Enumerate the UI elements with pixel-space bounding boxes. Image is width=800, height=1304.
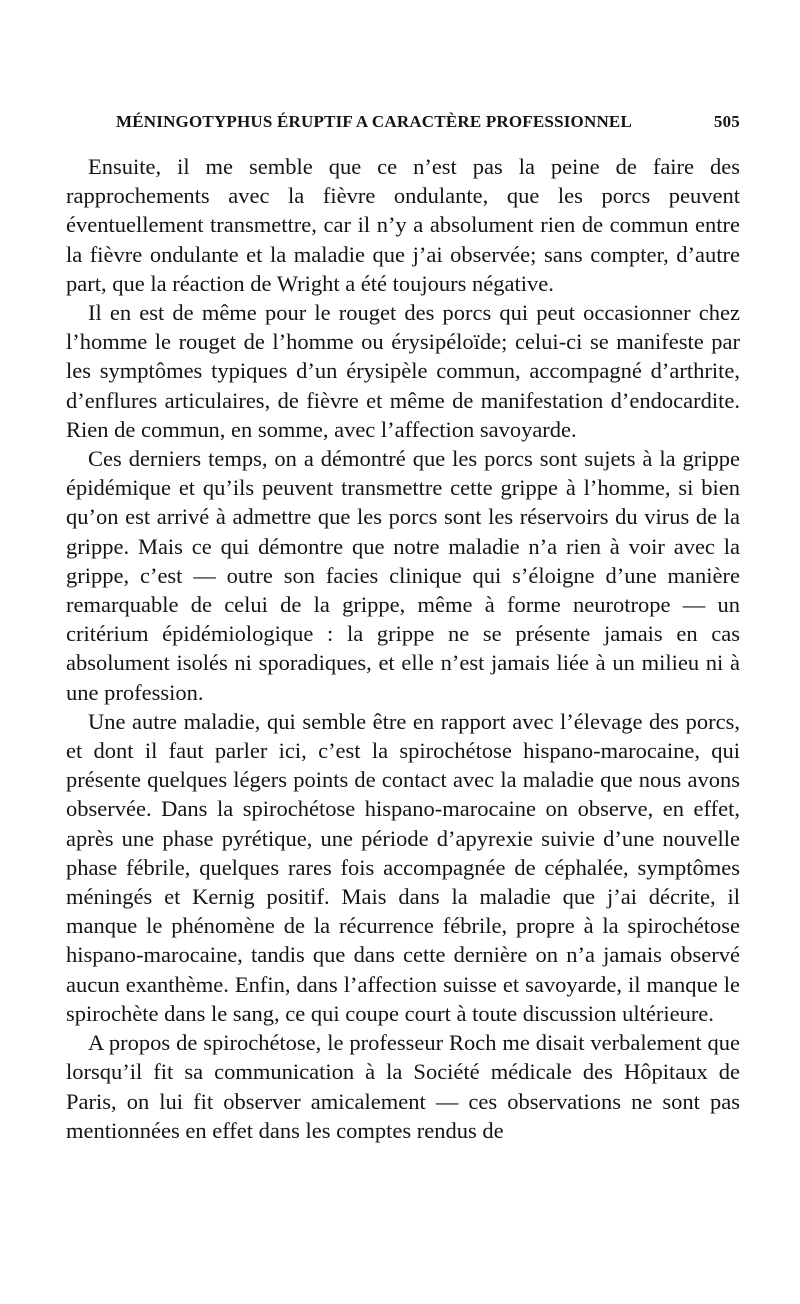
paragraph-rouget-des-porcs: Il en est de même pour le rouget des porcs qui peut occasionner chez l’homme le rouget de l’homme ou érysipéloïde; celui-ci se manifeste par les symptômes typiques d’un érysipèle commun, accompagné d’arthrite, d’enflures articulaires, de fièvre et même de manifestation d’endocardite. Rien de commun, en somme, avec l’affection savoyarde. <box>66 300 740 442</box>
page-number: 505 <box>713 112 740 131</box>
running-title: MÉNINGOTYPHUS ÉRUPTIF A CARACTÈRE PROFESSIONNEL <box>116 112 633 131</box>
running-head <box>116 112 740 152</box>
book-page <box>66 112 740 1145</box>
paragraph-spirochetose: Une autre maladie, qui semble être en rapport avec l’élevage des porcs, et dont il faut parler ici, c’est la spirochétose hispano-marocaine, qui présente quelques légers points de contact avec la maladie que nous avons observée. Dans la spirochétose hispano-marocaine on observe, en effet, après une phase pyrétique, une période d’apyrexie suivie d’une nouvelle phase fébrile, quelques rares fois accompagnée de céphalée, symptômes méningés et Kernig positif. Mais dans la maladie que j’ai décrite, il manque le phénomène de la récurrence fébrile, propre à la spirochétose hispano-marocaine, tandis que dans cette dernière on n’a jamais observé aucun exanthème. Enfin, dans l’affection suisse et savoyarde, il manque le spirochète dans le sang, ce qui coupe court à toute discussion ultérieure. <box>66 708 740 1026</box>
paragraph-professeur-roch: A propos de spirochétose, le professeur Roch me disait verbalement que lorsqu’il fit sa communication à la Société médicale des Hôpitaux de Paris, on lui fit observer amicalement — ces observations ne sont pas mentionnées en effet dans les comptes rendus de <box>66 1030 740 1143</box>
body-text <box>66 152 740 1145</box>
paragraph-fievre-ondulante: Ensuite, il me semble que ce n’est pas la peine de faire des rapprochements avec la fièvre ondulante, que les porcs peuvent éventuellement transmettre, car il n’y a absolument rien de commun entre la fièvre ondulante et la maladie que j’ai observée; sans compter, d’autre part, que la réaction de Wright a été toujours négative. <box>66 154 740 296</box>
paragraph-grippe: Ces derniers temps, on a démontré que les porcs sont sujets à la grippe épidémique et qu’ils peuvent transmettre cette grippe à l’homme, si bien qu’on est arrivé à admettre que les porcs sont les réservoirs du virus de la grippe. Mais ce qui démontre que notre maladie n’a rien à voir avec la grippe, c’est — outre son facies clinique qui s’éloigne d’une manière remarquable de celui de la grippe, même à forme neurotrope — un critérium épidémiologique : la grippe ne se présente jamais en cas absolument isolés ni sporadiques, et elle n’est jamais liée à un milieu ni à une profession. <box>66 446 740 705</box>
